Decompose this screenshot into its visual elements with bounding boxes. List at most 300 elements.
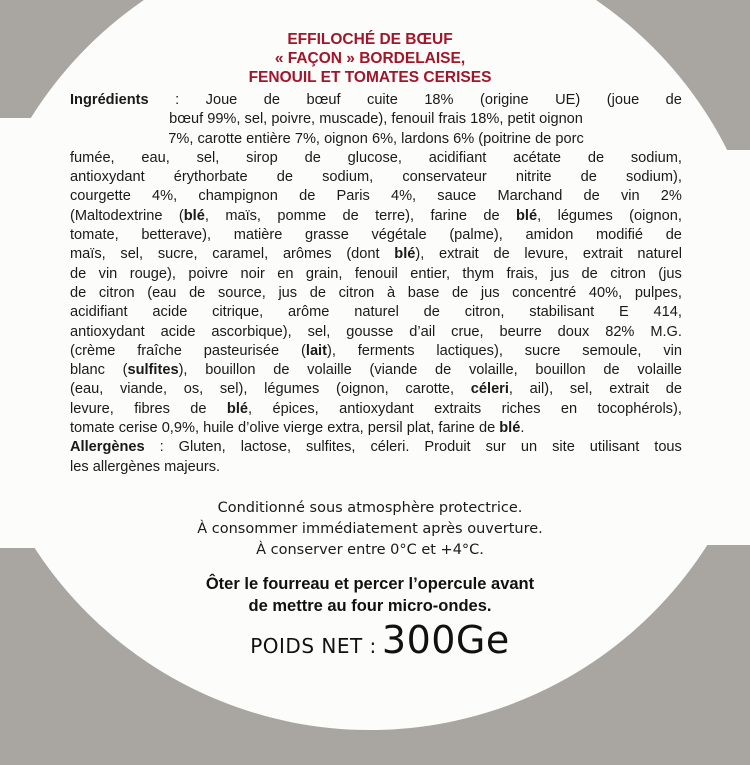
ingredient-text: ), xyxy=(326,342,336,359)
ingredient-text: de xyxy=(478,420,496,437)
ingredient-text: Joue xyxy=(205,92,238,108)
ingredient-text: glucose, xyxy=(347,149,402,166)
ingredient-word xyxy=(605,323,634,342)
ingredient-word xyxy=(70,284,86,303)
ingredient-text: pasteurisée xyxy=(203,342,280,359)
ingredient-word xyxy=(70,207,162,226)
ingredient-text: érythorbate xyxy=(173,169,248,186)
ingredients-line xyxy=(70,400,682,419)
ingredient-word xyxy=(234,226,283,245)
ingredient-text: de xyxy=(309,284,326,301)
ingredient-word xyxy=(283,245,332,264)
ingredient-text: caramel, xyxy=(212,246,269,263)
ingredient-word xyxy=(264,91,280,110)
ingredient-text: os, xyxy=(183,381,204,398)
ingredient-word xyxy=(161,323,196,342)
ingredient-text: d’olive xyxy=(237,420,280,437)
ingredient-word xyxy=(525,342,561,361)
ingredient-text: champignon xyxy=(198,188,278,205)
ingredient-word xyxy=(598,400,682,419)
ingredient-word xyxy=(206,91,238,110)
ingredient-text: poivre, xyxy=(271,111,316,128)
ingredient-text: plat, xyxy=(406,420,435,437)
ingredient-text: vin xyxy=(98,265,118,282)
ingredient-text: sirop xyxy=(246,149,278,166)
ingredient-word xyxy=(179,438,226,457)
ingredient-word xyxy=(99,265,118,284)
ingredient-text: site xyxy=(552,439,575,456)
ingredient-word xyxy=(346,245,379,264)
ingredient-text: sel), xyxy=(219,381,248,398)
ingredient-text: gousse xyxy=(346,323,394,340)
ingredient-text: crue, xyxy=(451,323,484,340)
ingredient-word xyxy=(424,91,453,110)
storage-line: À conserver entre 0°C et +4°C. xyxy=(256,542,484,558)
ingredient-word xyxy=(189,284,205,303)
ingredient-text: vierge xyxy=(283,420,324,437)
ingredient-word xyxy=(141,149,169,168)
ingredient-text: volaille xyxy=(307,362,352,379)
ingredient-text: 414, xyxy=(653,304,682,321)
ingredient-text: légumes xyxy=(264,381,320,398)
ingredient-text: , xyxy=(248,400,253,417)
ingredient-text: de xyxy=(580,169,597,186)
ingredient-text: de xyxy=(342,207,359,224)
ingredient-text: sel, xyxy=(120,246,144,263)
ingredient-word xyxy=(246,149,278,168)
ingredient-text: extrait xyxy=(609,381,650,398)
ingredient-word xyxy=(211,323,291,342)
ingredient-text: pulpes, xyxy=(634,284,682,301)
ingredient-word xyxy=(502,400,541,419)
ingredient-word xyxy=(70,400,114,419)
ingredient-text: levure, xyxy=(524,246,569,263)
ingredient-word xyxy=(70,226,119,245)
ingredient-text: betterave), xyxy=(141,227,212,244)
ingredient-word xyxy=(437,187,476,206)
ingredient-word xyxy=(497,187,562,206)
ingredient-text: (dont xyxy=(346,246,380,263)
net-weight-label: POIDS NET : xyxy=(250,634,377,658)
ingredient-word xyxy=(70,380,103,399)
ingredient-word xyxy=(513,149,561,168)
ingredients-line xyxy=(70,303,682,322)
ingredients-line xyxy=(70,91,682,110)
ingredient-text: noir xyxy=(240,265,265,282)
ingredient-text: arôme xyxy=(288,304,330,321)
ingredient-word xyxy=(429,149,487,168)
ingredient-word xyxy=(355,265,398,284)
ingredient-word xyxy=(212,303,263,322)
ingredient-word xyxy=(434,400,481,419)
ingredient-text: de xyxy=(273,362,290,379)
ingredient-word xyxy=(650,323,682,342)
ingredient-word xyxy=(288,303,329,322)
ingredient-word xyxy=(558,207,613,226)
ingredient-text: de xyxy=(583,188,600,205)
ingredient-text: M.G. xyxy=(650,323,682,340)
ingredient-word xyxy=(631,149,682,168)
ingredient-word xyxy=(123,361,188,380)
ingredient-word xyxy=(408,284,440,303)
ingredient-word xyxy=(70,149,115,168)
ingredient-word xyxy=(561,400,577,419)
ingredient-word xyxy=(70,323,145,342)
ingredient-text: 18%, xyxy=(470,111,504,128)
ingredient-word xyxy=(299,187,315,206)
ingredient-text: végétale xyxy=(371,227,427,244)
net-weight xyxy=(150,618,610,662)
ingredient-word xyxy=(394,245,424,264)
ingredient-word xyxy=(409,323,435,342)
ingredient-word xyxy=(310,284,326,303)
ingredient-text: (palme), xyxy=(449,227,503,244)
ingredient-text: sel, xyxy=(307,323,331,340)
ingredient-text: de xyxy=(665,227,682,244)
ingredient-text: céleri. xyxy=(370,439,410,456)
storage-instructions xyxy=(120,498,620,561)
ingredient-text: de xyxy=(70,265,87,282)
ingredient-word xyxy=(637,245,682,264)
ingredient-word xyxy=(525,226,573,245)
ingredient-text: 99%, xyxy=(207,111,241,128)
ingredient-text: 0,9%, xyxy=(161,420,200,437)
ingredient-word xyxy=(70,342,115,361)
ingredient-text: lardons xyxy=(401,130,450,147)
ingredient-word xyxy=(70,91,149,110)
ingredient-word xyxy=(225,207,261,226)
ingredient-text: 7%, xyxy=(294,130,320,147)
ingredient-text: acide xyxy=(160,323,196,340)
ingredient-text: de xyxy=(535,130,552,147)
ingredient-text: (oignon, xyxy=(335,381,389,398)
ingredient-text: concentré xyxy=(512,284,577,301)
ingredient-text: lactiques), xyxy=(436,342,503,359)
ingredient-word xyxy=(160,438,164,457)
ingredient-text: modifié xyxy=(596,227,644,244)
ingredient-text: sodium, xyxy=(322,169,374,186)
ingredient-word xyxy=(188,265,228,284)
ingredient-text: pomme xyxy=(277,207,327,224)
ingredients-line xyxy=(70,284,682,303)
ingredient-text: de xyxy=(190,400,207,417)
ingredient-word xyxy=(435,361,451,380)
ingredient-word xyxy=(637,361,682,380)
ingredient-word xyxy=(481,284,500,303)
ingredient-text: de xyxy=(70,284,87,301)
ingredient-word xyxy=(306,91,340,110)
ingredient-text: huile xyxy=(203,420,234,437)
ingredient-text: cuite xyxy=(367,92,398,108)
ingredient-word xyxy=(471,380,513,399)
ingredient-word xyxy=(516,207,541,226)
ingredient-word xyxy=(661,187,682,206)
ingredient-word xyxy=(581,168,597,187)
ingredient-text: : xyxy=(159,439,164,456)
ingredient-text: extrait xyxy=(582,246,623,263)
ingredient-text: naturel xyxy=(637,246,682,263)
ingredient-word xyxy=(582,342,641,361)
ingredient-word xyxy=(570,380,593,399)
ingredient-text: volaille, xyxy=(468,362,518,379)
ingredient-word xyxy=(584,187,600,206)
ingredient-word xyxy=(348,149,402,168)
ingredient-word xyxy=(582,265,598,284)
ingredient-text: riches xyxy=(501,400,541,417)
ingredient-text: lactose, xyxy=(240,439,291,456)
ingredient-text: légumes xyxy=(557,207,613,224)
ingredient-word xyxy=(658,265,682,284)
ingredients-line xyxy=(70,207,682,226)
product-title-line: « FAÇON » BORDELAISE, xyxy=(274,50,466,67)
ingredient-word xyxy=(134,400,170,419)
ingredient-text: de xyxy=(665,92,682,108)
ingredient-word xyxy=(500,323,542,342)
ingredient-text: beurre xyxy=(499,323,542,340)
ingredient-text: grain, xyxy=(305,265,343,282)
ingredient-word xyxy=(486,438,506,457)
ingredient-text: bœuf xyxy=(169,111,204,128)
ingredient-word xyxy=(158,245,198,264)
ingredient-word xyxy=(590,438,639,457)
ingredient-text: Gluten, xyxy=(178,439,226,456)
ingredient-word xyxy=(607,91,639,110)
ingredient-text: 6% xyxy=(453,130,475,147)
ingredient-text: bouillon xyxy=(535,362,586,379)
ingredient-text: en xyxy=(277,265,294,282)
ingredient-word xyxy=(610,265,646,284)
ingredient-text: . xyxy=(520,420,525,437)
ingredient-word xyxy=(179,207,209,226)
ingredient-word xyxy=(137,342,182,361)
ingredient-text: , xyxy=(537,207,542,224)
ingredient-text: sucre xyxy=(524,342,561,359)
ingredient-word xyxy=(635,284,682,303)
ingredient-text: nitrite xyxy=(515,169,552,186)
allergen-highlight: céleri xyxy=(470,381,509,398)
ingredient-word xyxy=(305,149,321,168)
ingredient-text: courgette xyxy=(70,188,131,205)
ingredient-text: farine xyxy=(438,420,475,437)
ingredient-text: épices, xyxy=(272,400,319,417)
ingredient-word xyxy=(307,361,352,380)
ingredient-text: frais xyxy=(438,111,467,128)
ingredient-word xyxy=(524,245,568,264)
ingredient-word xyxy=(367,91,398,110)
ingredient-text: ferments xyxy=(357,342,415,359)
ingredient-word xyxy=(306,265,343,284)
ingredient-text: viande, xyxy=(119,381,168,398)
ingredient-text: oignon xyxy=(324,130,368,147)
ingredient-word xyxy=(619,303,629,322)
ingredient-text: 7%, xyxy=(168,130,194,147)
ingredient-word xyxy=(666,226,682,245)
ingredient-text: majeurs. xyxy=(164,458,221,475)
ingredient-text: antioxydant xyxy=(70,323,145,340)
ingredient-word xyxy=(190,400,206,419)
ingredient-text: base xyxy=(407,284,440,301)
ingredient-text: sur xyxy=(485,439,506,456)
ingredient-text: ( xyxy=(178,207,184,224)
ingredients-line xyxy=(70,323,682,342)
ingredient-word xyxy=(666,91,682,110)
ingredients-line xyxy=(70,438,682,457)
ingredient-text: Produit xyxy=(424,439,471,456)
ingredient-text: de xyxy=(189,284,206,301)
ingredient-text: sel, xyxy=(244,111,268,128)
ingredients-line xyxy=(70,130,682,149)
ingredient-text: frais, xyxy=(506,265,539,282)
ingredient-word xyxy=(120,380,167,399)
ingredient-text: fibres xyxy=(134,400,170,417)
allergen-highlight: blé xyxy=(499,420,521,437)
ingredients-line xyxy=(70,110,682,129)
ingredients-line xyxy=(70,458,682,477)
ingredient-text: bouillon xyxy=(205,362,256,379)
ingredient-text: acidifiant xyxy=(70,304,128,321)
ingredient-text: doux xyxy=(557,323,590,340)
ingredient-text: de xyxy=(276,169,293,186)
ingredient-word xyxy=(99,284,135,303)
ingredient-word xyxy=(402,168,486,187)
ingredient-text: stabilisant xyxy=(529,304,595,321)
ingredient-text: citron, xyxy=(464,304,505,321)
ingredient-text: acétate xyxy=(513,149,562,166)
ingredient-text: 4%, xyxy=(390,188,417,205)
ingredient-text: jus xyxy=(480,284,500,301)
ingredient-word xyxy=(506,265,538,284)
ingredient-text: poivre xyxy=(188,265,229,282)
ingredient-word xyxy=(465,303,505,322)
ingredient-word xyxy=(469,361,518,380)
ingredient-text: ( xyxy=(122,362,128,379)
ingredient-text: de xyxy=(483,207,500,224)
ingredient-text: citrique, xyxy=(212,304,264,321)
ingredient-word xyxy=(152,187,177,206)
ingredient-text: grasse xyxy=(305,227,349,244)
ingredients-line xyxy=(70,265,682,284)
ingredient-text: de xyxy=(587,149,605,166)
ingredients-line xyxy=(70,168,682,187)
ingredient-word xyxy=(439,245,479,264)
ingredient-text: petit xyxy=(507,111,536,128)
ingredient-text: utilisant xyxy=(589,439,640,456)
ingredient-text: blanc xyxy=(70,362,105,379)
ingredient-text: tomate xyxy=(70,420,115,437)
ingredients-line xyxy=(70,380,682,399)
ingredient-text: 2% xyxy=(660,188,682,205)
ingredient-word xyxy=(424,303,440,322)
ingredient-text: (oignon, xyxy=(629,207,682,224)
ingredient-word xyxy=(339,400,414,419)
ingredient-word xyxy=(322,168,373,187)
ingredient-word xyxy=(512,284,576,303)
ingredient-text: sauce xyxy=(437,188,477,205)
allergen-highlight: blé xyxy=(226,400,248,417)
ingredient-word xyxy=(530,380,554,399)
ingredient-text: à xyxy=(386,284,396,301)
ingredients-line xyxy=(70,187,682,206)
ingredient-word xyxy=(278,284,297,303)
ingredient-word xyxy=(462,265,494,284)
cooking-instructions xyxy=(120,573,620,617)
ingredient-text: de xyxy=(665,381,682,398)
ingredient-text: en xyxy=(560,400,578,417)
ingredient-text: muscade), xyxy=(319,111,388,128)
ingredient-text: UE) xyxy=(555,92,581,108)
ingredient-word xyxy=(337,187,370,206)
ingredient-text: thym xyxy=(462,265,495,282)
ingredient-text: un xyxy=(520,439,538,456)
allergen-highlight: Ingrédients xyxy=(70,92,149,108)
ingredient-word xyxy=(346,323,393,342)
ingredient-text: farine xyxy=(430,207,467,224)
ingredient-text: citron xyxy=(610,265,646,282)
ingredients-line xyxy=(70,342,682,361)
ingredient-word xyxy=(241,438,291,457)
ingredients-line xyxy=(70,361,682,380)
ingredient-text: fraîche xyxy=(137,342,182,359)
ingredient-word xyxy=(308,323,331,342)
ingredient-word xyxy=(436,342,503,361)
ingredient-word xyxy=(197,149,220,168)
ingredient-text: , xyxy=(204,207,209,224)
ingredient-word xyxy=(120,245,143,264)
ingredient-text: sodium), xyxy=(626,169,682,186)
ingredient-word xyxy=(198,187,278,206)
ingredient-word xyxy=(552,438,575,457)
ingredient-text: cerise xyxy=(118,420,158,437)
ingredient-text: arômes xyxy=(282,246,332,263)
ingredient-text: E xyxy=(619,304,629,321)
allergen-highlight: Allergènes xyxy=(70,439,145,456)
ingredient-text: fenouil xyxy=(354,265,398,282)
ingredient-word xyxy=(220,380,248,399)
ingredient-text: acidifiant xyxy=(428,149,487,166)
ingredient-text: ail), xyxy=(529,381,554,398)
ingredient-word xyxy=(451,323,483,342)
ingredients-line xyxy=(70,245,682,264)
ingredient-word xyxy=(175,91,179,110)
product-title-line: FENOUIL ET TOMATES CERISES xyxy=(248,69,492,86)
ingredient-word xyxy=(521,438,537,457)
ingredient-word xyxy=(306,438,355,457)
ingredients-line xyxy=(70,226,682,245)
ingredients-line xyxy=(70,149,682,168)
ingredient-word xyxy=(629,207,682,226)
ingredient-word xyxy=(371,226,426,245)
ingredient-text: (Maltodextrine xyxy=(70,207,163,224)
ingredient-word xyxy=(480,91,529,110)
ingredient-text: jus xyxy=(278,284,298,301)
storage-line: À consommer immédiatement après ouverture. xyxy=(197,521,543,537)
instruction-line: de mettre au four micro-ondes. xyxy=(248,597,492,615)
ingredient-word xyxy=(583,245,623,264)
ingredient-text: extrait xyxy=(439,246,479,263)
ingredient-word xyxy=(70,303,128,322)
ingredient-word xyxy=(184,380,203,399)
ingredient-text: de xyxy=(435,362,452,379)
ingredient-text: ), xyxy=(415,246,425,263)
ingredient-text: porc xyxy=(555,130,584,147)
allergen-highlight: sulfites xyxy=(127,362,179,379)
ingredient-word xyxy=(654,303,682,322)
ingredient-text: de xyxy=(603,362,620,379)
ingredient-text: de xyxy=(581,265,598,282)
ingredient-text: antioxydant xyxy=(70,169,145,186)
allergen-highlight: blé xyxy=(394,246,416,263)
ingredient-word xyxy=(273,361,289,380)
